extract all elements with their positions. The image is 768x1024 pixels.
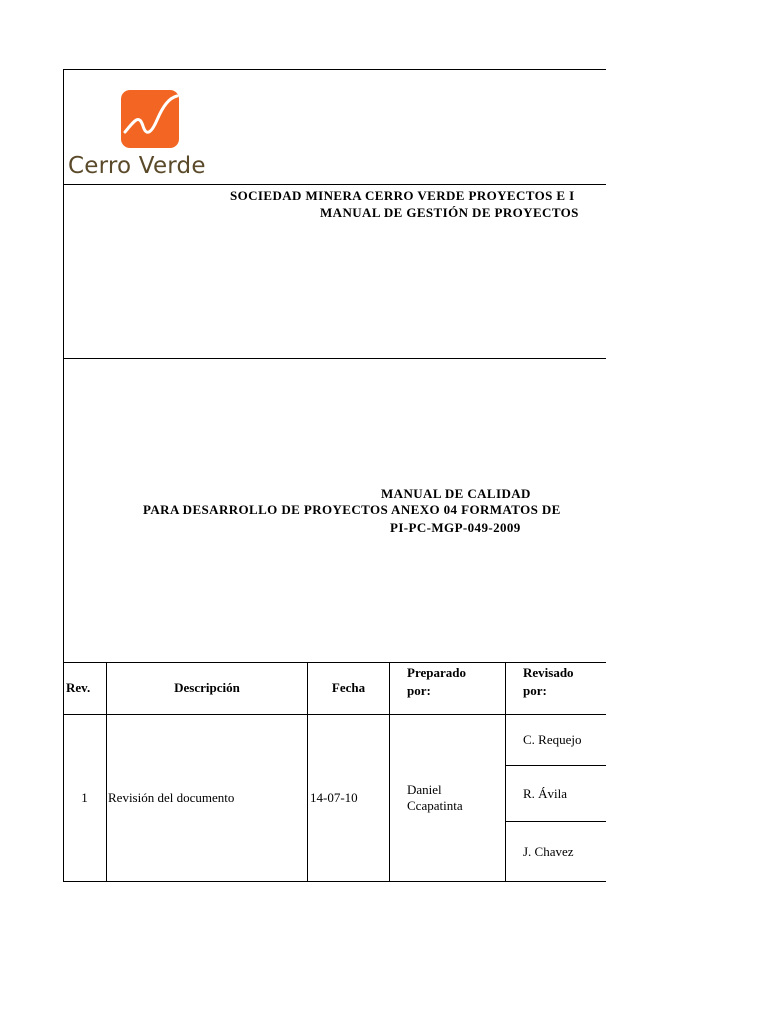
- doc-subtitle: PARA DESARROLLO DE PROYECTOS ANEXO 04 FORMATOS DE: [143, 502, 561, 517]
- doc-title: MANUAL DE CALIDAD: [381, 486, 531, 501]
- doc-code: PI-PC-MGP-049-2009: [390, 520, 521, 535]
- row-descripcion: Revisión del documento: [108, 789, 235, 805]
- header-rev: Rev.: [66, 680, 91, 695]
- header-revisado: Revisado por:: [523, 665, 574, 698]
- company-name: SOCIEDAD MINERA CERRO VERDE PROYECTOS E I: [230, 188, 575, 203]
- col-divider-3: [389, 662, 390, 882]
- reviewer-3: J. Chavez: [523, 843, 574, 859]
- reviewer-2: R. Ávila: [523, 785, 568, 801]
- table-bottom-border: [63, 881, 606, 882]
- row-preparado: Daniel Ccapatinta: [407, 781, 463, 813]
- reviewer-1: C. Requejo: [523, 731, 582, 747]
- row-fecha: 14-07-10: [310, 789, 358, 805]
- col-divider-4: [505, 662, 506, 882]
- logo-wordmark: Cerro Verde: [68, 153, 206, 179]
- header-descripcion: Descripción: [174, 680, 240, 695]
- header-preparado: Preparado por:: [407, 665, 466, 698]
- manual-name: MANUAL DE GESTIÓN DE PROYECTOS: [320, 205, 579, 220]
- row-rev: 1: [81, 789, 88, 805]
- header-fecha: Fecha: [331, 680, 366, 695]
